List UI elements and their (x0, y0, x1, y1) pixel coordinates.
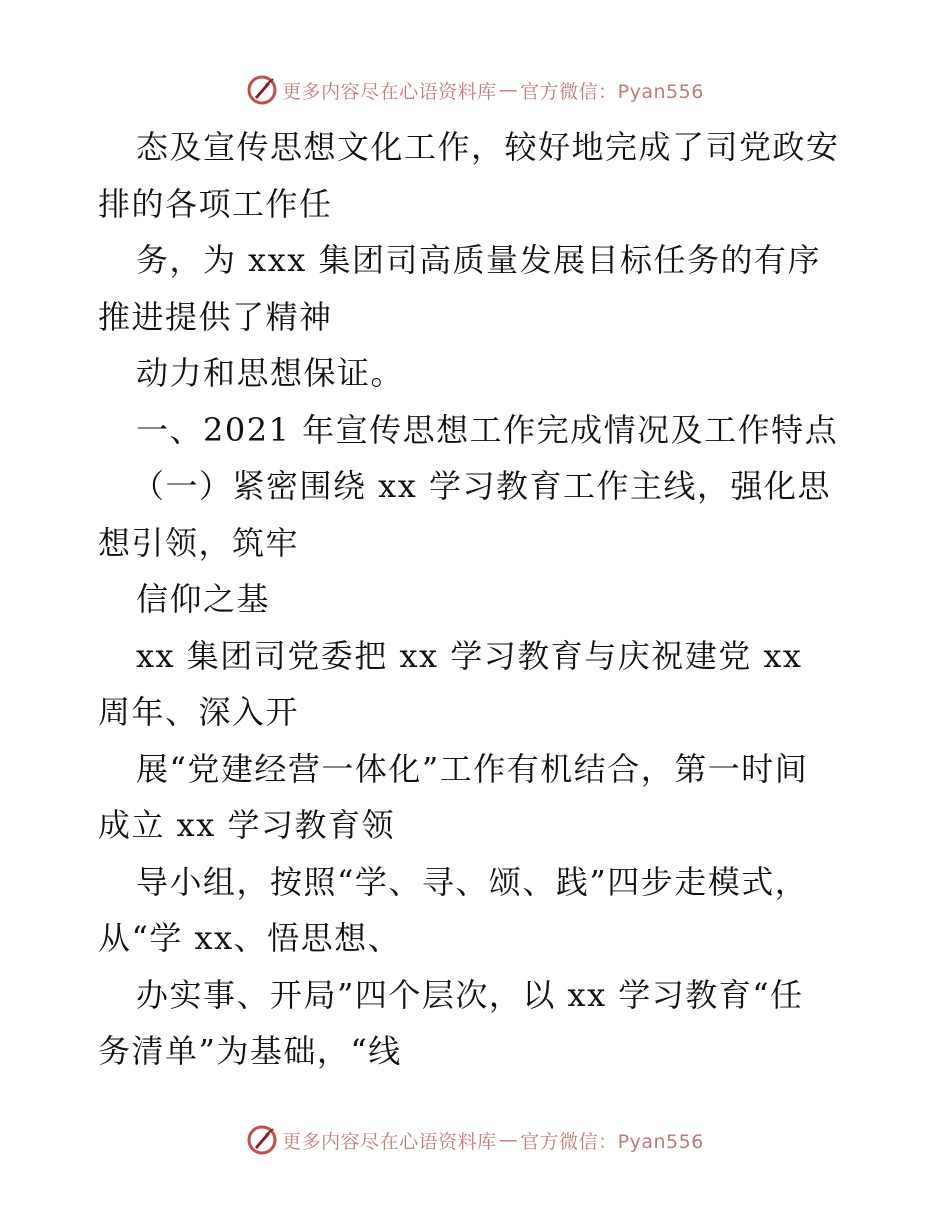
paragraph-line: 成立 xx 学习教育领 (98, 806, 395, 844)
subsection-heading: （一）紧密围绕 xx 学习教育工作主线，强化思 (132, 467, 831, 505)
watermark-text: 更多内容尽在心语资料库 (282, 80, 497, 103)
paragraph-line: 导小组，按照“学、寻、颂、践”四步走模式， (136, 862, 809, 901)
watermark-contact: 官方微信：Pyan556 (520, 80, 704, 103)
paragraph-line: 态及宣传思想文化工作，较好地完成了司党政安 (136, 128, 840, 166)
header-watermark (0, 70, 950, 110)
watermark-separator: — (498, 1129, 519, 1151)
paragraph-line: 排的各项工作任 (98, 184, 333, 223)
document-body (98, 119, 868, 1080)
watermark-text: 更多内容尽在心语资料库 (282, 1130, 497, 1153)
paragraph-line: 从“学 xx、悟思想、 (98, 919, 402, 957)
paragraph-line: 务，为 xxx 集团司高质量发展目标任务的有序 (136, 241, 821, 279)
paragraph-line: 想引领，筑牢 (98, 523, 300, 562)
watermark-separator: — (498, 79, 519, 101)
watermark-contact: 官方微信：Pyan556 (520, 1130, 704, 1153)
paragraph-line: 务清单”为基础，“线 (98, 1032, 402, 1070)
paragraph-line: 周年、深入开 (98, 693, 300, 731)
paragraph-line: 信仰之基 (136, 580, 271, 618)
footer-watermark (0, 1120, 950, 1160)
paragraph-line: 办实事、开局”四个层次，以 xx 学习教育“任 (136, 975, 804, 1014)
quill-logo-icon (246, 1124, 278, 1156)
paragraph-line: 动力和思想保证。 (136, 354, 405, 392)
paragraph-line: xx 集团司党委把 xx 学习教育与庆祝建党 xx (136, 636, 803, 675)
paragraph-line: 展“党建经营一体化”工作有机结合，第一时间 (136, 749, 809, 788)
paragraph-line: 推进提供了精神 (98, 297, 333, 336)
quill-logo-icon (246, 74, 278, 106)
section-heading: 一、2021 年宣传思想工作完成情况及工作特点 (136, 410, 839, 449)
